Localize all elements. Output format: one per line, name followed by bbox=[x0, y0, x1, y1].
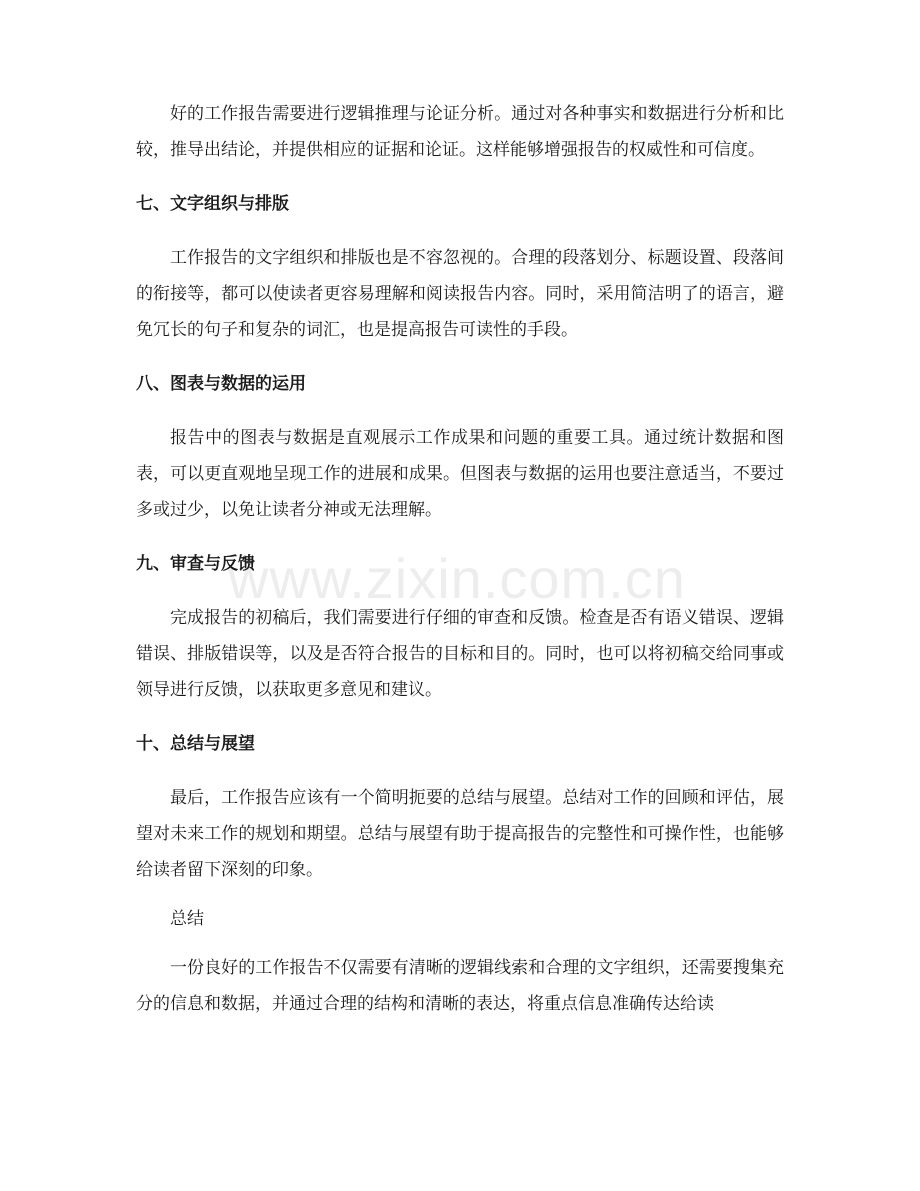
watermark: www.zixin.com.cn bbox=[228, 547, 686, 610]
paragraph-summary: 一份良好的工作报告不仅需要有清晰的逻辑线索和合理的文字组织，还需要搜集充分的信息和数据，并通过合理的结构和清晰的表达，将重点信息准确传达给读 bbox=[136, 958, 784, 1014]
paragraph-section-10: 最后，工作报告应该有一个简明扼要的总结与展望。总结对工作的回顾和评估，展望对未来工作的规划和期望。总结与展望有助于提高报告的完整性和可操作性，也能够给读者留下深刻的印象。 bbox=[136, 788, 784, 880]
paragraph-section-8: 报告中的图表与数据是直观展示工作成果和问题的重要工具。通过统计数据和图表，可以更直观地呈现工作的进展和成果。但图表与数据的运用也要注意适当，不要过多或过少，以免让读者分神或无法理解。 bbox=[136, 428, 784, 520]
paragraph-section-9: 完成报告的初稿后，我们需要进行仔细的审查和反馈。检查是否有语义错误、逻辑错误、排版错误等，以及是否符合报告的目标和目的。同时，也可以将初稿交给同事或领导进行反馈，以获取更多意见和建议。 bbox=[136, 608, 784, 700]
document-body bbox=[136, 96, 784, 1022]
section-heading-8: 八、图表与数据的运用 bbox=[136, 374, 306, 394]
section-heading-7: 七、文字组织与排版 bbox=[136, 194, 289, 214]
section-heading-9: 九、审查与反馈 bbox=[136, 554, 255, 574]
paragraph-intro: 好的工作报告需要进行逻辑推理与论证分析。通过对各种事实和数据进行分析和比较，推导出结论，并提供相应的证据和论证。这样能够增强报告的权威性和可信度。 bbox=[136, 104, 784, 160]
summary-label: 总结 bbox=[170, 909, 204, 929]
section-heading-10: 十、总结与展望 bbox=[136, 734, 255, 754]
paragraph-section-7: 工作报告的文字组织和排版也是不容忽视的。合理的段落划分、标题设置、段落间的衔接等，都可以使读者更容易理解和阅读报告内容。同时，采用简洁明了的语言，避免冗长的句子和复杂的词汇，也是提高报告可读性的手段。 bbox=[136, 248, 784, 340]
